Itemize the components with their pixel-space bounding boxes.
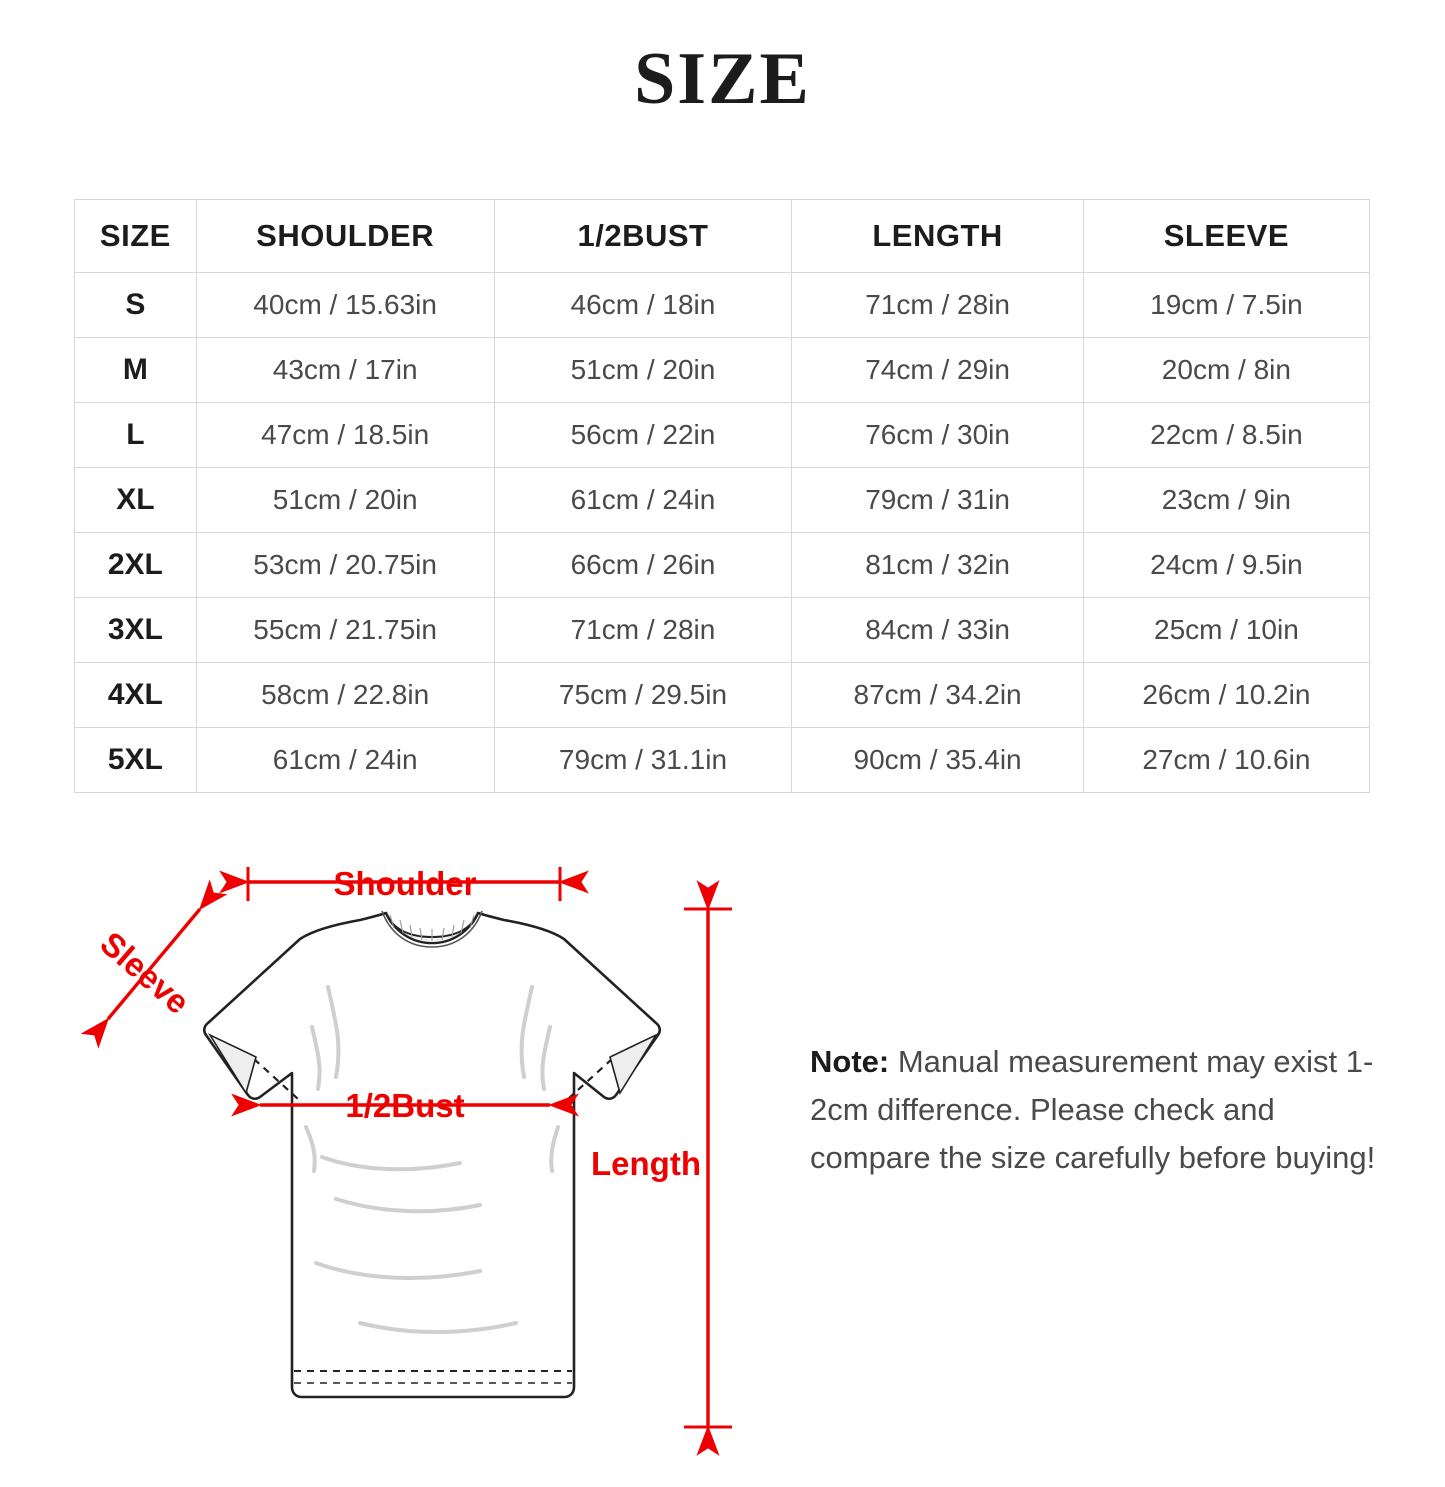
cell-length: 81cm / 32in (792, 533, 1083, 598)
cell-shoulder: 53cm / 20.75in (196, 533, 494, 598)
column-header-length: LENGTH (792, 200, 1083, 273)
cell-bust: 46cm / 18in (494, 273, 792, 338)
sleeve-label: Sleeve (93, 924, 197, 1021)
cell-bust: 61cm / 24in (494, 468, 792, 533)
cell-size: 5XL (75, 728, 197, 793)
cell-size: L (75, 403, 197, 468)
cell-bust: 75cm / 29.5in (494, 663, 792, 728)
table-row (75, 728, 1370, 793)
table-header-row (75, 200, 1370, 273)
cell-sleeve: 19cm / 7.5in (1083, 273, 1369, 338)
cell-shoulder: 40cm / 15.63in (196, 273, 494, 338)
cell-length: 84cm / 33in (792, 598, 1083, 663)
cell-shoulder: 51cm / 20in (196, 468, 494, 533)
cell-length: 90cm / 35.4in (792, 728, 1083, 793)
cell-bust: 51cm / 20in (494, 338, 792, 403)
column-header-shoulder: SHOULDER (196, 200, 494, 273)
table-body (75, 273, 1370, 793)
cell-sleeve: 22cm / 8.5in (1083, 403, 1369, 468)
table-row (75, 598, 1370, 663)
cell-length: 71cm / 28in (792, 273, 1083, 338)
cell-bust: 71cm / 28in (494, 598, 792, 663)
size-chart-table (74, 199, 1370, 793)
measurement-note (810, 1038, 1385, 1182)
table-row (75, 403, 1370, 468)
cell-bust: 66cm / 26in (494, 533, 792, 598)
table-row (75, 533, 1370, 598)
table-header (75, 200, 1370, 273)
shoulder-label: Shoulder (333, 865, 477, 902)
column-header-sleeve: SLEEVE (1083, 200, 1369, 273)
table-row (75, 273, 1370, 338)
note-text: Manual measurement may exist 1-2cm difference. Please check and compare the size carefully before buying! (810, 1044, 1376, 1176)
table-row (75, 468, 1370, 533)
cell-length: 76cm / 30in (792, 403, 1083, 468)
cell-sleeve: 24cm / 9.5in (1083, 533, 1369, 598)
table-row (75, 338, 1370, 403)
cell-length: 74cm / 29in (792, 338, 1083, 403)
note-label: Note: (810, 1044, 890, 1079)
cell-sleeve: 26cm / 10.2in (1083, 663, 1369, 728)
cell-bust: 56cm / 22in (494, 403, 792, 468)
cell-shoulder: 55cm / 21.75in (196, 598, 494, 663)
length-label: Length (591, 1145, 701, 1182)
cell-sleeve: 23cm / 9in (1083, 468, 1369, 533)
cell-size: S (75, 273, 197, 338)
cell-size: M (75, 338, 197, 403)
cell-length: 79cm / 31in (792, 468, 1083, 533)
cell-length: 87cm / 34.2in (792, 663, 1083, 728)
column-header-size: SIZE (75, 200, 197, 273)
cell-bust: 79cm / 31.1in (494, 728, 792, 793)
cell-shoulder: 61cm / 24in (196, 728, 494, 793)
cell-shoulder: 47cm / 18.5in (196, 403, 494, 468)
cell-sleeve: 27cm / 10.6in (1083, 728, 1369, 793)
cell-size: 3XL (75, 598, 197, 663)
cell-sleeve: 20cm / 8in (1083, 338, 1369, 403)
table-row (75, 663, 1370, 728)
cell-size: 4XL (75, 663, 197, 728)
cell-shoulder: 58cm / 22.8in (196, 663, 494, 728)
cell-sleeve: 25cm / 10in (1083, 598, 1369, 663)
column-header-bust: 1/2BUST (494, 200, 792, 273)
cell-size: 2XL (75, 533, 197, 598)
cell-shoulder: 43cm / 17in (196, 338, 494, 403)
cell-size: XL (75, 468, 197, 533)
tshirt-measurement-diagram (60, 827, 800, 1467)
page-title: SIZE (634, 38, 811, 120)
bust-label: 1/2Bust (345, 1087, 465, 1124)
size-chart-table-container (74, 199, 1370, 793)
